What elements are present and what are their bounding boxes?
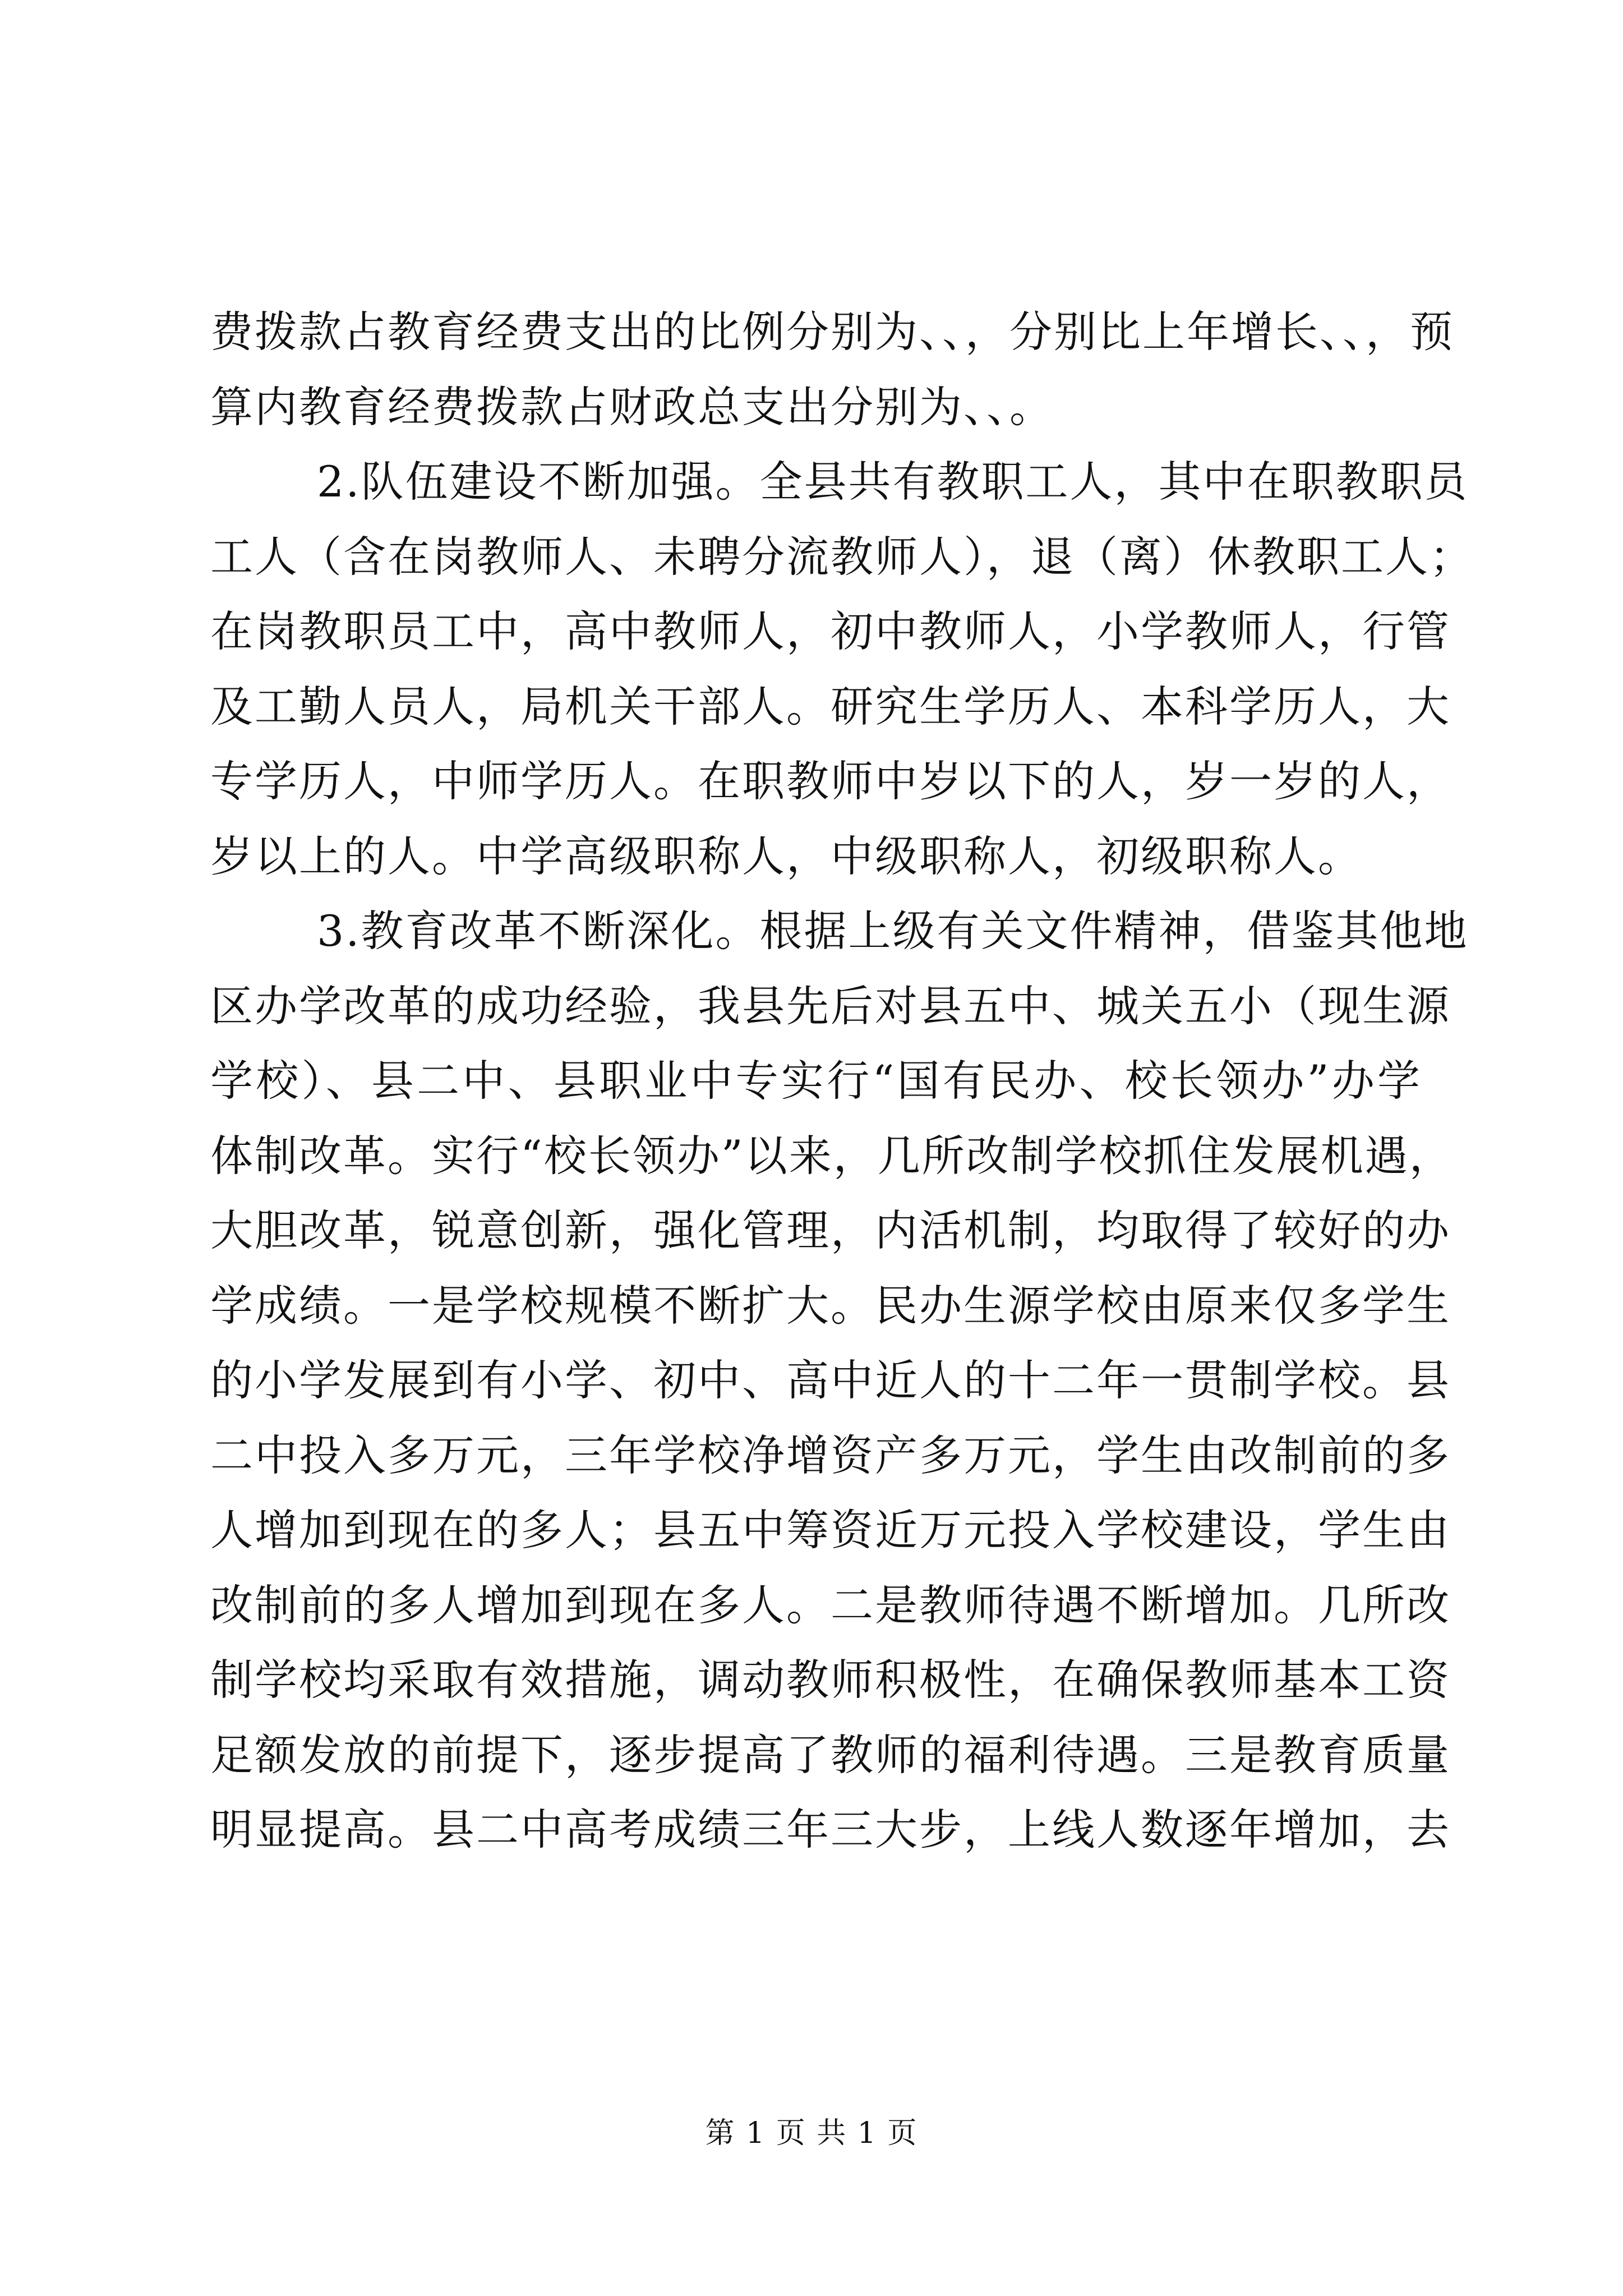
text-line: 岁以上的人。中学高级职称人，中级职称人，初级职称人。 — [210, 831, 1362, 881]
text-line: 足额发放的前提下，逐步提高了教师的福利待遇。三是教育质量 — [210, 1729, 1451, 1780]
text-line: 工人（含在岗教师人、未聘分流教师人），退（离）休教职工人； — [210, 531, 1474, 582]
text-line: 学成绩。一是学校规模不断扩大。民办生源学校由原来仅多学生 — [210, 1280, 1451, 1331]
text-line: 区办学改革的成功经验，我县先后对县五中、城关五小（现生源 — [210, 981, 1451, 1031]
text-line: 人增加到现在的多人；县五中筹资近万元投入学校建设，学生由 — [210, 1505, 1451, 1555]
text-line: 2.队伍建设不断加强。全县共有教职工人，其中在职教职员 — [317, 457, 1469, 507]
text-line: 改制前的多人增加到现在多人。二是教师待遇不断增加。几所改 — [210, 1580, 1451, 1630]
text-line: 3.教育改革不断深化。根据上级有关文件精神，借鉴其他地 — [317, 906, 1469, 956]
text-line: 明显提高。县二中高考成绩三年三大步，上线人数逐年增加，去 — [210, 1805, 1451, 1855]
text-line: 体制改革。实行“校长领办”以来，几所改制学校抓住发展机遇， — [210, 1130, 1454, 1181]
text-line: 二中投入多万元，三年学校净增资产多万元，学生由改制前的多 — [210, 1430, 1451, 1480]
text-line: 费拨款占教育经费支出的比例分别为、、，分别比上年增长、、，预 — [210, 307, 1454, 357]
text-line: 及工勤人员人，局机关干部人。研究生学历人、本科学历人，大 — [210, 681, 1451, 731]
text-line: 大胆改革，锐意创新，强化管理，内活机制，均取得了较好的办 — [210, 1205, 1451, 1255]
text-line: 学校）、县二中、县职业中专实行“国有民办、校长领办”办学 — [210, 1056, 1422, 1106]
text-line: 在岗教职员工中，高中教师人，初中教师人，小学教师人，行管 — [210, 606, 1451, 656]
text-line: 的小学发展到有小学、初中、高中近人的十二年一贯制学校。县 — [210, 1355, 1451, 1405]
text-line: 专学历人，中师学历人。在职教师中岁以下的人，岁一岁的人， — [210, 756, 1451, 806]
text-line: 制学校均采取有效措施，调动教师积极性，在确保教师基本工资 — [210, 1655, 1451, 1705]
page-number-footer: 第 1 页 共 1 页 — [705, 2116, 918, 2150]
text-line: 算内教育经费拨款占财政总支出分别为、、。 — [210, 381, 1054, 432]
document-body — [210, 295, 1474, 1867]
